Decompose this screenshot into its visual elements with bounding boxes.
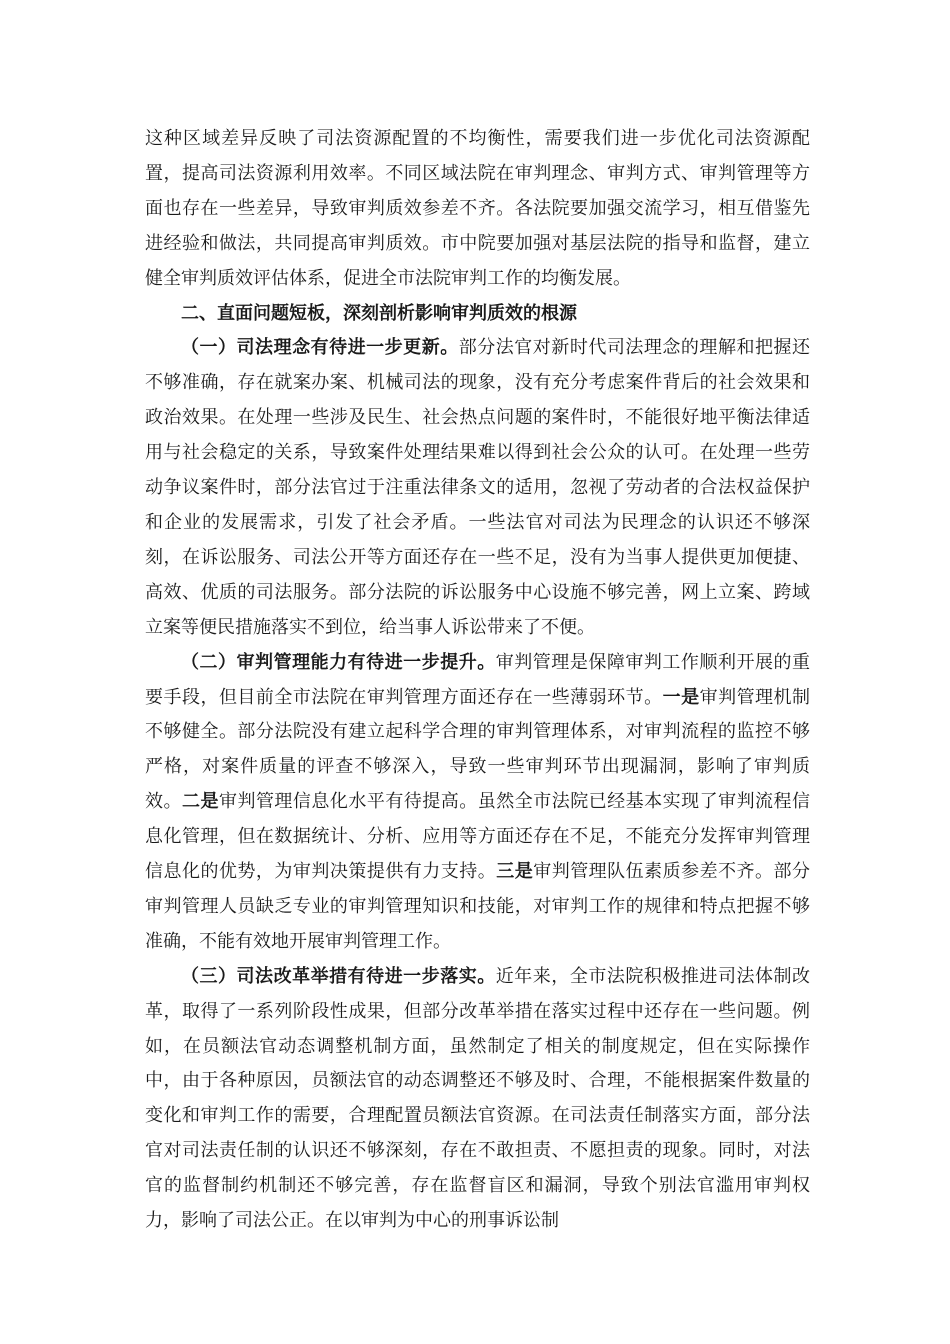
section-heading-text: 二、直面问题短板，深刻剖析影响审判质效的根源 <box>181 302 577 324</box>
paragraph-text: 部分法官对新时代司法理念的理解和把握还不够准确，存在就案办案、机械司法的现象，没有充分考虑案件背后的社会效果和政治效果。在处理一些涉及民生、社会热点问题的案件时，不能很好地平衡法律适用与社会稳定的关系，导致案件处理结果难以得到社会公众的认可。在处理一些劳动争议案件时，部分法官过于注重法律条文的适用，忽视了劳动者的合法权益保护和企业的发展需求，引发了社会矛盾。一些法官对司法为民理念的认识还不够深刻，在诉讼服务、司法公开等方面还存在一些不足，没有为当事人提供更加便捷、高效、优质的司法服务。部分法院的诉讼服务中心设施不够完善，网上立案、跨域立案等便民措施落实不到位，给当事人诉讼带来了不便。 <box>145 337 811 638</box>
paragraph-text: 审判管理是保障审判工作顺利开展的重要手段，但目前全市法院在审判管理方面还存在一些薄弱环节。 <box>145 651 811 708</box>
paragraph-text: 审判管理队伍素质参差不齐。部分审判管理人员缺乏专业的审判管理知识和技能，对审判工作的规律和特点把握不够准确，不能有效地开展审判管理工作。 <box>145 861 811 952</box>
paragraph-text: 审判管理信息化水平有待提高。虽然全市法院已经基本实现了审判流程信息化管理，但在数据统计、分析、应用等方面还存在不足，不能充分发挥审判管理信息化的优势，为审判决策提供有力支持。 <box>145 791 811 883</box>
enumeration-marker: 一是 <box>662 686 700 708</box>
paragraph-text: 审判管理机制不够健全。部分法院没有建立起科学合理的审判管理体系，对审判流程的监控不够严格，对案件质量的评查不够深入，导致一些审判环节出现漏洞，影响了审判质效。 <box>145 686 811 813</box>
enumeration-marker: 三是 <box>496 861 534 883</box>
document-body <box>145 122 810 1239</box>
paragraph-trial-management <box>145 646 810 960</box>
paragraph-text: 近年来，全市法院积极推进司法体制改革，取得了一系列阶段性成果，但部分改革举措在落实过程中还存在一些问题。例如，在员额法官动态调整机制方面，虽然制定了相关的制度规定，但在实际操作中，由于各种原因，员额法官的动态调整还不够及时、合理，不能根据案件数量的变化和审判工作的需要，合理配置员额法官资源。在司法责任制落实方面，部分法官对司法责任制的认识还不够深刻，存在不敢担责、不愿担责的现象。同时，对法官的监督制约机制还不够完善，存在监督盲区和漏洞，导致个别法官滥用审判权力，影响了司法公正。在以审判为中心的刑事诉讼制 <box>145 965 811 1232</box>
paragraph-lead: （三）司法改革举措有待进一步落实。 <box>181 965 496 987</box>
paragraph-judicial-reform <box>145 960 810 1239</box>
paragraph-lead: （一）司法理念有待进一步更新。 <box>181 337 459 359</box>
paragraph-text: 这种区域差异反映了司法资源配置的不均衡性，需要我们进一步优化司法资源配置，提高司法资源利用效率。不同区域法院在审判理念、审判方式、审判管理等方面也存在一些差异，导致审判质效参差不齐。各法院要加强交流学习，相互借鉴先进经验和做法，共同提高审判质效。市中院要加强对基层法院的指导和监督，建立健全审判质效评估体系，促进全市法院审判工作的均衡发展。 <box>145 128 810 289</box>
section-heading <box>145 297 810 332</box>
enumeration-marker: 二是 <box>181 791 219 813</box>
paragraph-regional-difference <box>145 122 810 297</box>
paragraph-judicial-philosophy <box>145 331 810 645</box>
paragraph-lead: （二）审判管理能力有待进一步提升。 <box>181 651 496 673</box>
